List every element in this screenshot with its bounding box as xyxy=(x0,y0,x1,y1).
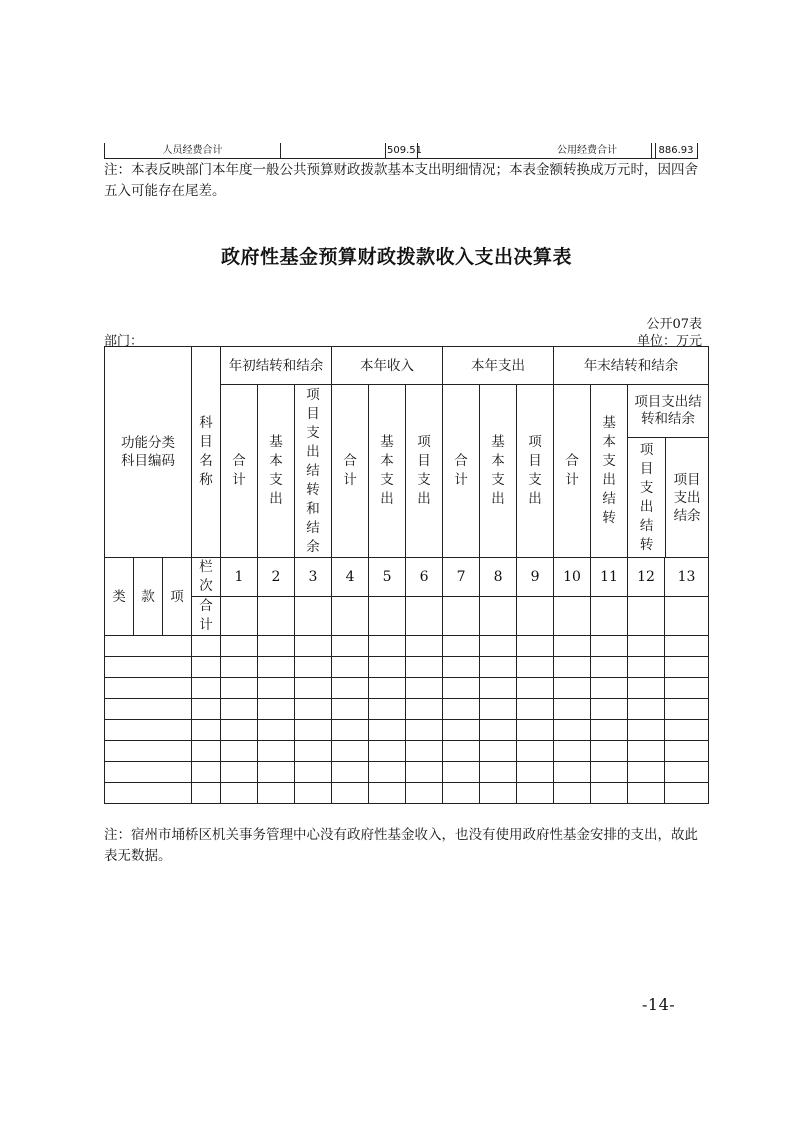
empty-cell xyxy=(517,783,554,804)
empty-cell xyxy=(628,597,665,636)
empty-cell xyxy=(221,741,258,762)
group-expense-header: 本年支出 xyxy=(443,347,554,385)
empty-cell xyxy=(665,597,709,636)
col-number: 4 xyxy=(332,558,369,597)
col-total: 合计 xyxy=(332,385,369,558)
empty-cell xyxy=(480,720,517,741)
empty-cell xyxy=(332,636,369,657)
empty-cell xyxy=(258,699,295,720)
top-note: 注：本表反映部门本年度一般公共预算财政拨款基本支出明细情况；本表金额转换成万元时，因四舍五入可能存在尾差。 xyxy=(104,162,698,199)
col-number: 10 xyxy=(554,558,591,597)
col-project: 项目支出 xyxy=(406,385,443,558)
empty-cell xyxy=(480,678,517,699)
table-row xyxy=(105,741,709,762)
public-expense-value: 886.93 xyxy=(658,145,694,156)
table-row xyxy=(105,783,709,804)
personnel-expense-value: 509.51 xyxy=(387,145,422,156)
empty-cell xyxy=(406,699,443,720)
empty-cell xyxy=(406,783,443,804)
empty-cell xyxy=(258,657,295,678)
divider xyxy=(651,143,652,159)
empty-cell xyxy=(221,636,258,657)
empty-cell xyxy=(443,678,480,699)
empty-cell xyxy=(554,699,591,720)
empty-cell xyxy=(258,741,295,762)
empty-cell xyxy=(258,762,295,783)
empty-cell xyxy=(480,699,517,720)
empty-cell xyxy=(554,762,591,783)
empty-cell xyxy=(591,783,628,804)
subject-name-header: 科目名称 xyxy=(192,347,221,558)
fund-table xyxy=(104,346,709,804)
page-title: 政府性基金预算财政拨款收入支出决算表 xyxy=(220,246,572,268)
table-row xyxy=(105,762,709,783)
empty-cell xyxy=(480,762,517,783)
empty-cell xyxy=(332,762,369,783)
empty-cell xyxy=(554,720,591,741)
empty-cell xyxy=(628,636,665,657)
empty-cell xyxy=(192,657,221,678)
col-total: 合计 xyxy=(221,385,258,558)
empty-cell xyxy=(628,699,665,720)
empty-cell xyxy=(443,783,480,804)
empty-cell xyxy=(105,783,192,804)
empty-cell xyxy=(554,783,591,804)
empty-cell xyxy=(406,762,443,783)
empty-cell xyxy=(480,741,517,762)
empty-cell xyxy=(480,597,517,636)
col-project-carryover: 项目支出结转 xyxy=(628,438,666,557)
empty-cell xyxy=(369,597,406,636)
empty-cell xyxy=(258,720,295,741)
col-number: 2 xyxy=(258,558,295,597)
empty-cell xyxy=(332,597,369,636)
empty-cell xyxy=(295,762,332,783)
total-row-label: 合计 xyxy=(192,597,221,636)
empty-cell xyxy=(517,597,554,636)
empty-cell xyxy=(221,699,258,720)
col-project: 项目支出 xyxy=(517,385,554,558)
empty-cell xyxy=(443,699,480,720)
col-basic: 基本支出 xyxy=(258,385,295,558)
empty-cell xyxy=(628,657,665,678)
col-project-sub-group: 项目支出结转和结余 项目支出结转 项目支出结余 xyxy=(628,385,709,558)
empty-cell xyxy=(480,657,517,678)
empty-cell xyxy=(554,678,591,699)
bottom-note: 注：宿州市埇桥区机关事务管理中心没有政府性基金收入，也没有使用政府性基金安排的支出，故此表无数据。 xyxy=(104,827,698,864)
col-basic: 基本支出 xyxy=(480,385,517,558)
table-row xyxy=(105,720,709,741)
empty-cell xyxy=(591,699,628,720)
public-expense-label: 公用经费合计 xyxy=(557,145,617,156)
empty-cell xyxy=(591,678,628,699)
empty-cell xyxy=(628,720,665,741)
col-number: 11 xyxy=(591,558,628,597)
empty-cell xyxy=(192,720,221,741)
col-number: 6 xyxy=(406,558,443,597)
empty-cell xyxy=(332,657,369,678)
empty-cell xyxy=(192,783,221,804)
empty-cell xyxy=(628,762,665,783)
empty-cell xyxy=(591,597,628,636)
empty-cell xyxy=(295,741,332,762)
empty-cell xyxy=(192,741,221,762)
empty-cell xyxy=(406,597,443,636)
empty-cell xyxy=(443,720,480,741)
empty-cell xyxy=(105,636,192,657)
empty-cell xyxy=(665,720,709,741)
col-total: 合计 xyxy=(554,385,591,558)
col-project-carry: 项目支出结转和结余 xyxy=(295,385,332,558)
empty-cell xyxy=(105,741,192,762)
empty-cell xyxy=(443,762,480,783)
empty-cell xyxy=(221,762,258,783)
empty-cell xyxy=(369,783,406,804)
empty-cell xyxy=(517,762,554,783)
divider xyxy=(280,143,281,159)
empty-cell xyxy=(332,783,369,804)
empty-cell xyxy=(628,741,665,762)
empty-cell xyxy=(665,636,709,657)
empty-cell xyxy=(332,699,369,720)
empty-cell xyxy=(480,636,517,657)
empty-cell xyxy=(628,783,665,804)
empty-cell xyxy=(480,783,517,804)
empty-cell xyxy=(628,678,665,699)
empty-cell xyxy=(665,678,709,699)
empty-cell xyxy=(554,636,591,657)
empty-cell xyxy=(258,597,295,636)
empty-cell xyxy=(369,678,406,699)
empty-cell xyxy=(221,783,258,804)
col-basic-carry: 基本支出结转 xyxy=(591,385,628,558)
empty-cell xyxy=(369,657,406,678)
empty-cell xyxy=(443,741,480,762)
empty-cell xyxy=(517,678,554,699)
empty-cell xyxy=(192,636,221,657)
group-end-header: 年末结转和结余 xyxy=(554,347,709,385)
empty-cell xyxy=(258,678,295,699)
empty-cell xyxy=(332,741,369,762)
empty-cell xyxy=(591,720,628,741)
group-begin-header: 年初结转和结余 xyxy=(221,347,332,385)
empty-cell xyxy=(295,657,332,678)
empty-cell xyxy=(665,699,709,720)
col-number: 1 xyxy=(221,558,258,597)
empty-cell xyxy=(517,699,554,720)
empty-cell xyxy=(105,720,192,741)
empty-cell xyxy=(105,657,192,678)
col-number: 9 xyxy=(517,558,554,597)
empty-cell xyxy=(221,657,258,678)
empty-cell xyxy=(295,783,332,804)
empty-cell xyxy=(369,762,406,783)
col-basic: 基本支出 xyxy=(369,385,406,558)
empty-cell xyxy=(332,720,369,741)
empty-cell xyxy=(369,720,406,741)
func-code-header: 功能分类科目编码 xyxy=(105,347,192,558)
empty-cell xyxy=(665,783,709,804)
col-number: 12 xyxy=(628,558,665,597)
empty-cell xyxy=(443,597,480,636)
col-number: 7 xyxy=(443,558,480,597)
empty-cell xyxy=(591,657,628,678)
empty-rows xyxy=(105,636,709,804)
empty-cell xyxy=(406,720,443,741)
personnel-expense-label: 人员经费合计 xyxy=(162,145,223,156)
cls-header: 类 xyxy=(105,558,134,636)
empty-cell xyxy=(517,636,554,657)
empty-cell xyxy=(258,783,295,804)
form-number: 公开07表 xyxy=(646,317,702,332)
empty-cell xyxy=(105,699,192,720)
empty-cell xyxy=(591,762,628,783)
empty-cell xyxy=(221,720,258,741)
col-number: 3 xyxy=(295,558,332,597)
empty-cell xyxy=(369,699,406,720)
table-row xyxy=(105,678,709,699)
empty-cell xyxy=(406,741,443,762)
empty-cell xyxy=(295,636,332,657)
empty-cell xyxy=(406,657,443,678)
empty-cell xyxy=(369,741,406,762)
empty-cell xyxy=(221,678,258,699)
divider xyxy=(385,143,386,159)
empty-cell xyxy=(591,636,628,657)
empty-cell xyxy=(406,678,443,699)
empty-cell xyxy=(665,657,709,678)
col-total: 合计 xyxy=(443,385,480,558)
divider xyxy=(697,143,698,159)
col-project-balance: 项目支出结余 xyxy=(673,471,701,524)
empty-cell xyxy=(591,741,628,762)
empty-cell xyxy=(517,657,554,678)
empty-cell xyxy=(554,597,591,636)
empty-cell xyxy=(554,741,591,762)
empty-cell xyxy=(295,720,332,741)
table-row xyxy=(105,699,709,720)
empty-cell xyxy=(554,657,591,678)
summary-row xyxy=(104,143,698,159)
empty-cell xyxy=(258,636,295,657)
empty-cell xyxy=(192,678,221,699)
table-row xyxy=(105,636,709,657)
department-label: 部门： xyxy=(104,334,144,349)
empty-cell xyxy=(295,678,332,699)
empty-cell xyxy=(332,678,369,699)
kuan-header: 款 xyxy=(134,558,163,636)
empty-cell xyxy=(443,657,480,678)
empty-cell xyxy=(369,636,406,657)
empty-cell xyxy=(443,636,480,657)
table-row xyxy=(105,657,709,678)
empty-cell xyxy=(665,762,709,783)
unit-label: 单位：万元 xyxy=(636,334,702,349)
col-number: 5 xyxy=(369,558,406,597)
empty-cell xyxy=(221,597,258,636)
xiang-header: 项 xyxy=(163,558,192,636)
empty-cell xyxy=(105,762,192,783)
empty-cell xyxy=(517,741,554,762)
empty-cell xyxy=(295,597,332,636)
empty-cell xyxy=(192,762,221,783)
empty-cell xyxy=(517,720,554,741)
empty-cell xyxy=(665,741,709,762)
empty-cell xyxy=(192,699,221,720)
empty-cell xyxy=(105,678,192,699)
group-income-header: 本年收入 xyxy=(332,347,443,385)
page-number: -14- xyxy=(642,995,676,1014)
col-no-label: 栏次 xyxy=(192,558,221,597)
empty-cell xyxy=(295,699,332,720)
empty-cell xyxy=(406,636,443,657)
col-number: 8 xyxy=(480,558,517,597)
col-number: 13 xyxy=(665,558,709,597)
